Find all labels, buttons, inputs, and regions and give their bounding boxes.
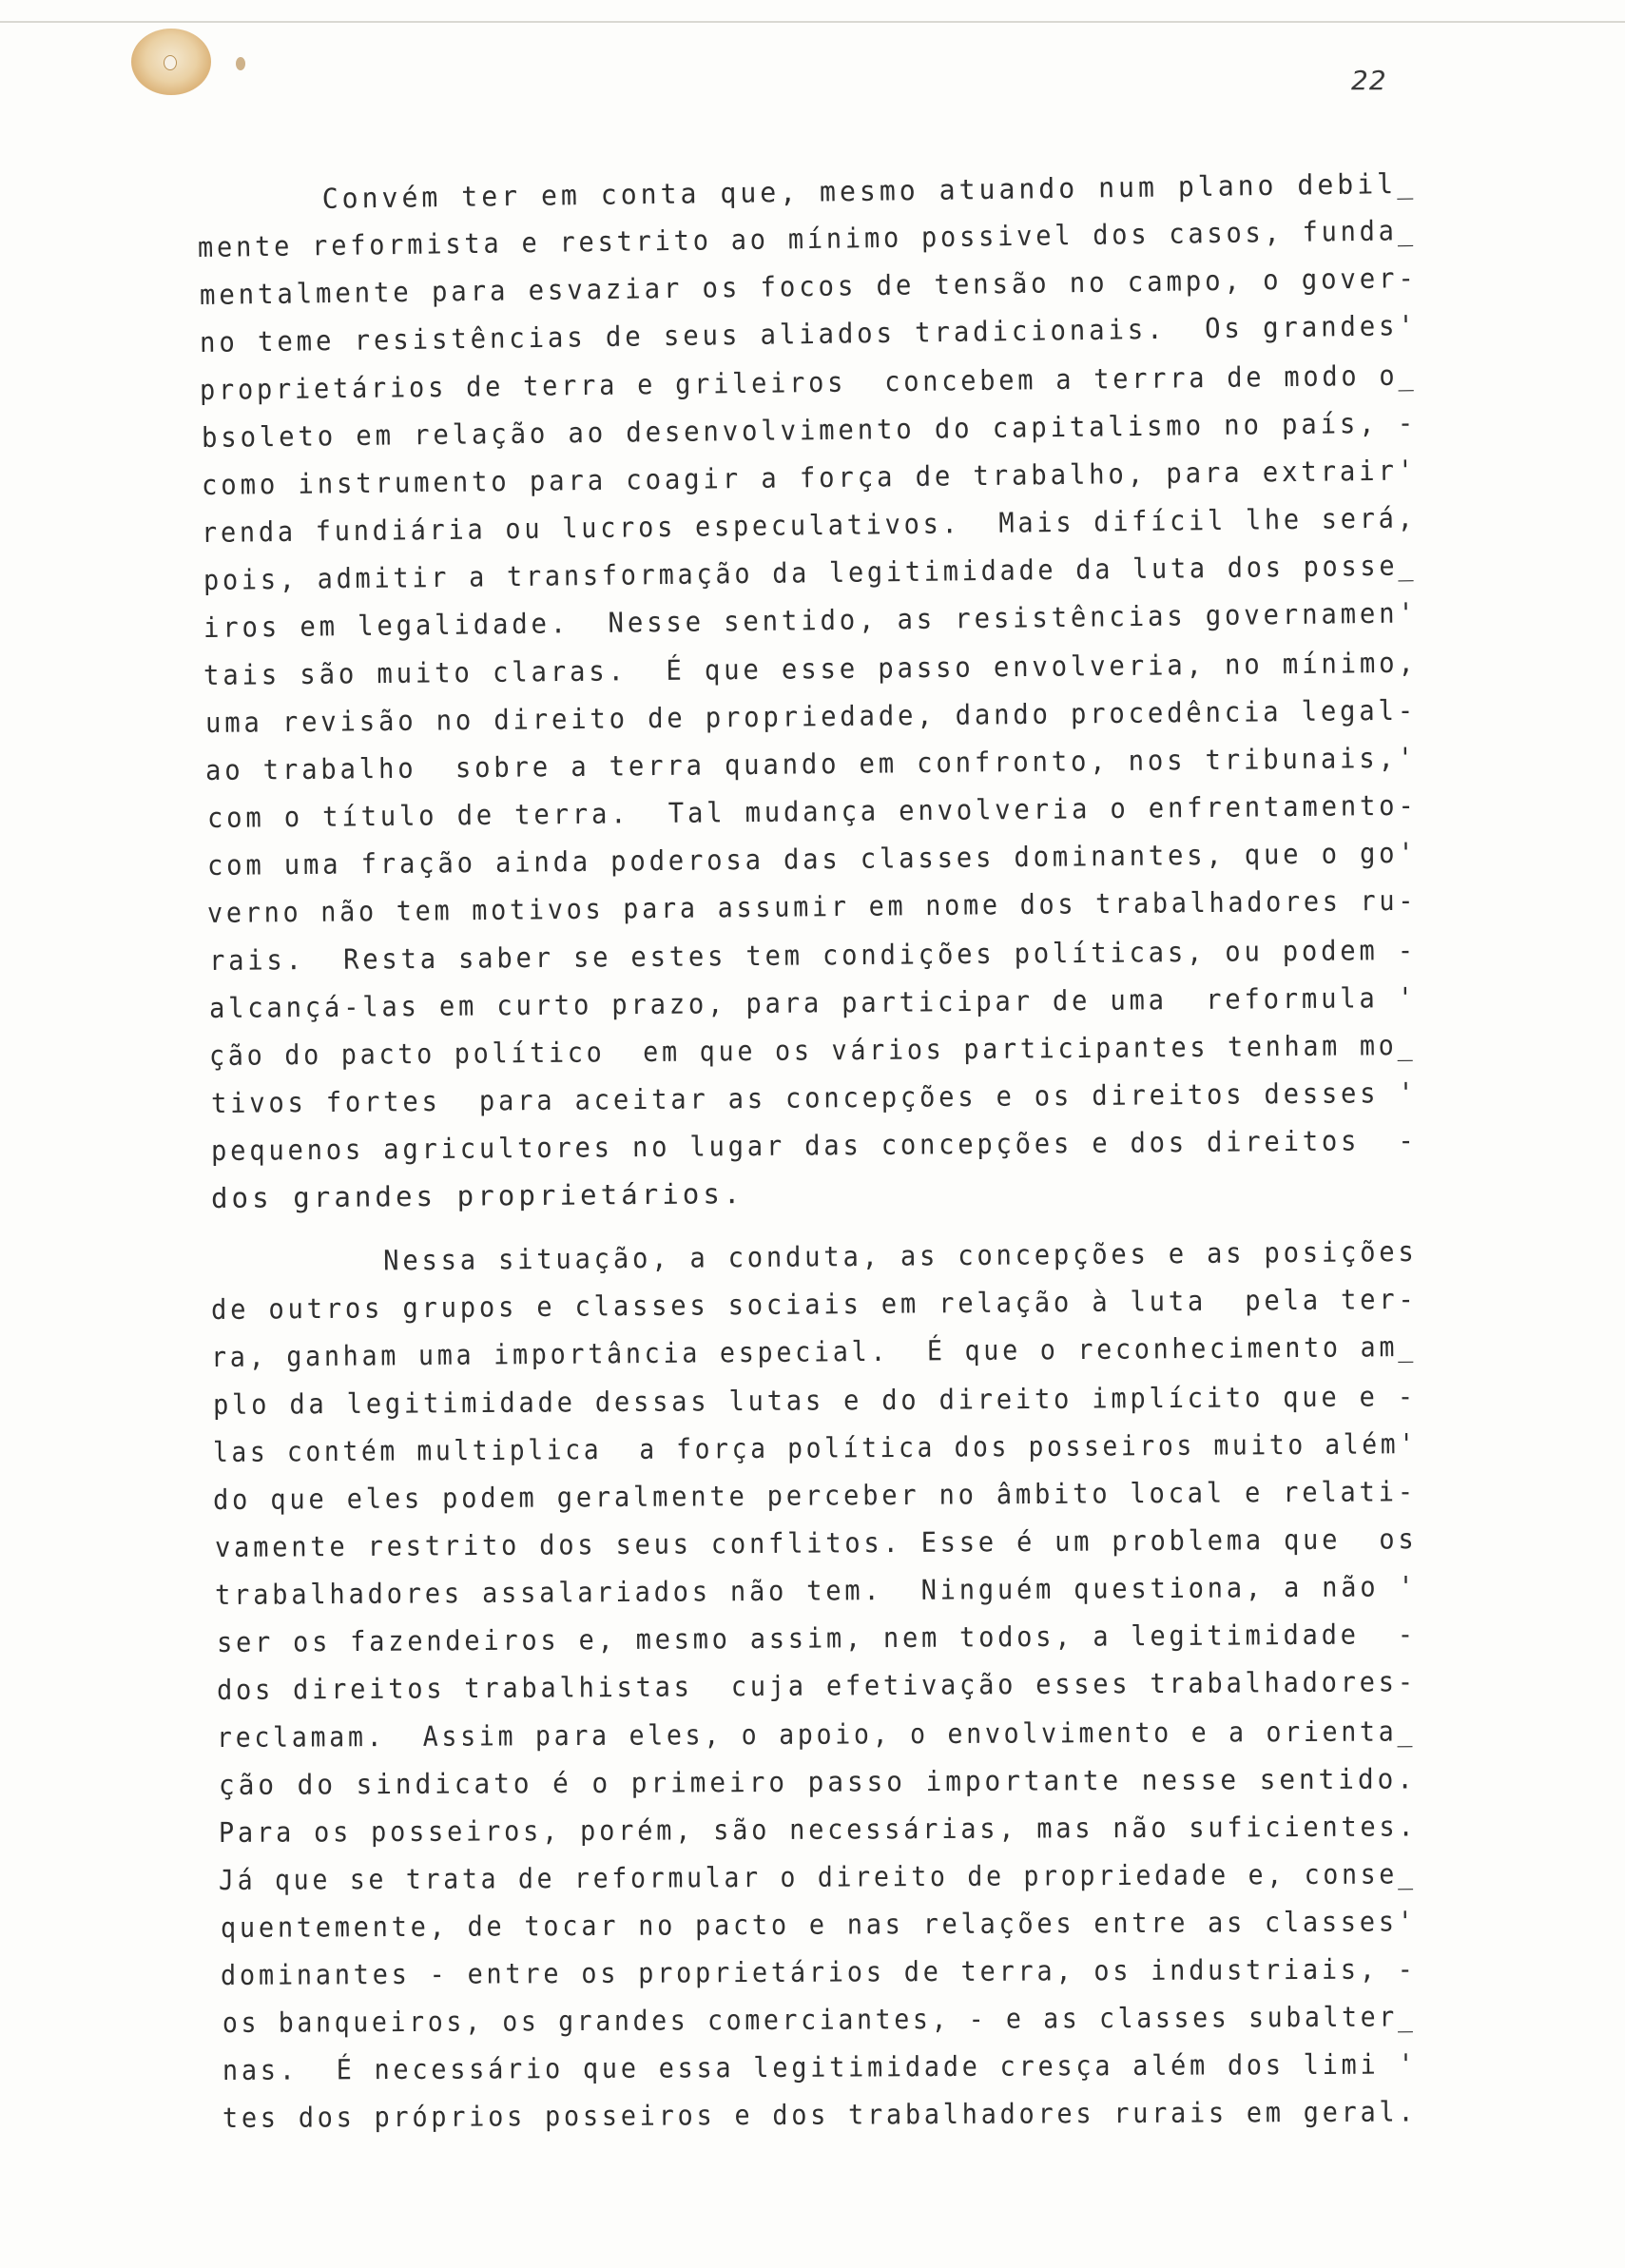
text-line: ao trabalho sobre a terra quando em confronto, nos tribunais,' [204, 741, 1418, 786]
text-line: ra, ganham uma importância especial. É que o reconhecimento am_ [210, 1329, 1418, 1373]
text-line: trabalhadores assalariados não tem. Ninguém questiona, a não ' [214, 1570, 1418, 1611]
text-line: reclamam. Assim para eles, o apoio, o envolvimento e a orienta_ [216, 1715, 1417, 1754]
text-line: dos grandes proprietários. [210, 1177, 745, 1214]
text-line: Convém ter em conta que, mesmo atuando num plano debil_ [242, 166, 1418, 216]
text-line: ção do pacto político em que os vários participantes tenham mo_ [208, 1028, 1417, 1072]
text-line: com o título de terra. Tal mudança envolveria o enfrentamento- [206, 788, 1418, 834]
text-line: dos direitos trabalhistas cuja efetivação esses trabalhadores- [216, 1665, 1417, 1706]
text-line: Para os posseiros, porém, são necessárias, mas não suficientes. [218, 1810, 1418, 1849]
text-line: no teme resistências de seus aliados tradicionais. Os grandes' [199, 309, 1418, 359]
text-line: plo da legitimidade dessas lutas e do direito implícito que e - [212, 1380, 1417, 1421]
text-line: uma revisão no direito de propriedade, dando procedência legal- [204, 693, 1418, 739]
text-line: las contém multiplica a força política dos posseiros muito além' [212, 1427, 1418, 1468]
text-line: Já que se trata de reformular o direito de propriedade e, conse_ [218, 1857, 1417, 1896]
text-line: Nessa situação, a conduta, as concepções e as posições [210, 1234, 1418, 1278]
text-line: ção do sindicato é o primeiro passo importante nesse sentido. [218, 1762, 1417, 1801]
text-line: com uma fração ainda poderosa das classes dominantes, que o go' [206, 836, 1418, 882]
text-line: de outros grupos e classes sociais em relação à luta pela ter- [210, 1282, 1418, 1326]
text-line: bsoleto em relação ao desenvolvimento do capitalismo no país, - [201, 406, 1418, 454]
text-line: os banqueiros, os grandes comerciantes, - e as classes subalter_ [222, 2000, 1417, 2039]
text-line: como instrumento para coagir a força de trabalho, para extrair' [201, 454, 1418, 501]
text-line: proprietários de terra e grileiros concebem a terrra de modo o_ [199, 359, 1418, 406]
text-line: verno não tem motivos para assumir em nome dos trabalhadores ru- [206, 883, 1418, 929]
text-line: iros em legalidade. Nesse sentido, as resistências governamen' [203, 596, 1418, 644]
text-line: mentalmente para esvaziar os focos de tensão no campo, o gover- [199, 262, 1418, 311]
text-line: do que eles podem geralmente perceber no âmbito local e relati- [212, 1475, 1417, 1516]
text-line: quentemente, de tocar no pacto e nas relações entre as classes' [220, 1905, 1417, 1944]
text-line: rais. Resta saber se estes tem condições políticas, ou podem - [208, 933, 1418, 977]
text-line: dominantes - entre os proprietários de terra, os industriais, - [220, 1952, 1417, 1991]
text-line: pequenos agricultores no lugar das concepções e dos direitos - [210, 1123, 1418, 1167]
text-line: pois, admitir a transformação da legitimidade da luta dos posse_ [203, 549, 1418, 596]
text-line: vamente restrito dos seus conflitos. Esse é um problema que os [214, 1522, 1418, 1563]
page-number: 22 [1351, 65, 1387, 96]
text-line: tes dos próprios posseiros e dos trabalhadores rurais em geral. [222, 2095, 1418, 2134]
text-line: alcançá-las em curto prazo, para participar de uma reformula ' [208, 980, 1418, 1024]
text-line: renda fundiária ou lucros especulativos. Mais difícil lhe será, [201, 501, 1417, 549]
text-line: mente reformista e restrito ao mínimo possivel dos casos, funda_ [197, 214, 1417, 263]
text-line: ser os fazendeiros e, mesmo assim, nem todos, a legitimidade - [216, 1618, 1417, 1658]
text-line: tivos fortes para aceitar as concepções e os direitos desses ' [210, 1076, 1418, 1119]
text-line: tais são muito claras. É que esse passo envolveria, no mínimo, [203, 646, 1418, 691]
text-line: nas. É necessário que essa legitimidade cresça além dos limi ' [222, 2047, 1418, 2086]
